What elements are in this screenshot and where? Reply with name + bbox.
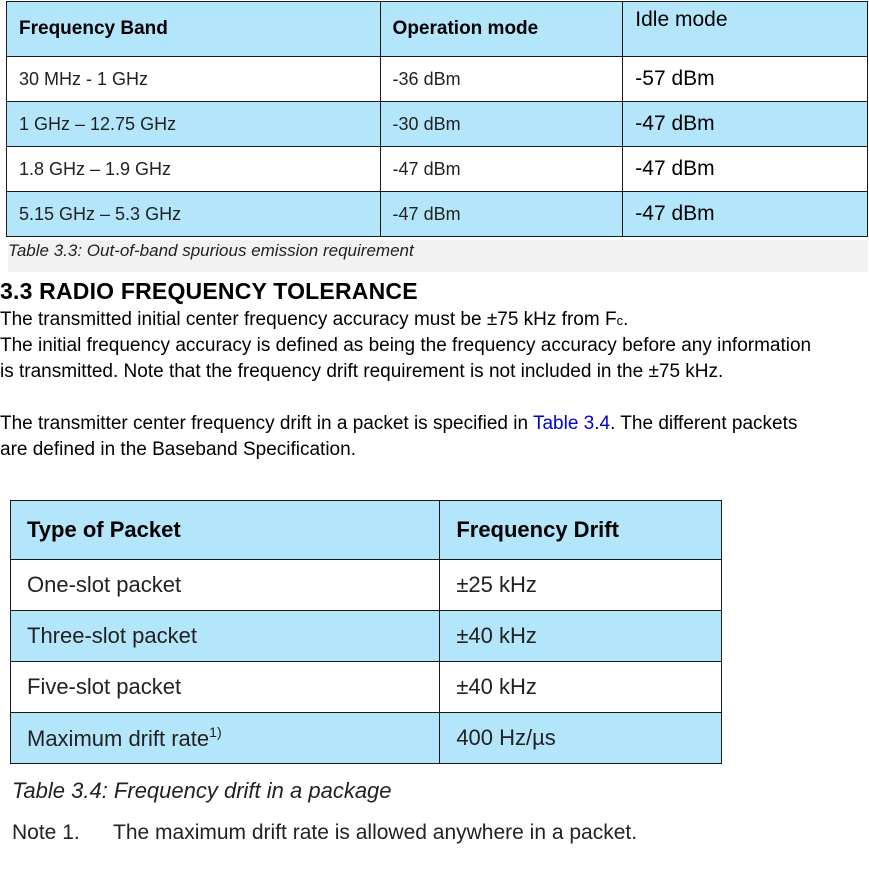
table-reference-link[interactable]: Table 3.4 [532, 413, 611, 434]
subscript-text: c [616, 313, 624, 328]
table-cell: -57 dBm [623, 57, 868, 102]
table-cell: -47 dBm [623, 192, 868, 237]
table-cell: -47 dBm [380, 192, 623, 237]
table-row [7, 102, 868, 147]
table-cell [11, 713, 440, 764]
table-cell: 400 Hz/µs [440, 713, 722, 764]
column-header: Idle mode [623, 2, 868, 57]
table-cell: 1 GHz – 12.75 GHz [7, 102, 381, 147]
column-header: Frequency Drift [440, 501, 722, 560]
table-cell: Three-slot packet [11, 611, 440, 662]
table-header-row [11, 501, 722, 560]
table-cell: 5.15 GHz – 5.3 GHz [7, 192, 381, 237]
paragraph-text: The transmitted initial center frequency accuracy must be ±75 kHz from F [0, 309, 617, 330]
table-cell: -47 dBm [380, 147, 623, 192]
table-row [11, 713, 722, 764]
table-cell: -36 dBm [380, 57, 623, 102]
section-heading: 3.3 RADIO FREQUENCY TOLERANCE [0, 278, 418, 304]
table-cell: ±40 kHz [440, 662, 722, 713]
table-cell: One-slot packet [11, 560, 440, 611]
table-row [7, 192, 868, 237]
table-row [11, 611, 722, 662]
paragraph [0, 411, 820, 463]
table-cell: Five-slot packet [11, 662, 440, 713]
table-caption: Table 3.4: Frequency drift in a package [12, 778, 392, 803]
table-frequency-drift [10, 500, 722, 764]
table-out-of-band-emission [6, 1, 868, 237]
table-cell: -47 dBm [623, 147, 868, 192]
paragraph-text: . [623, 309, 629, 330]
table-row [7, 147, 868, 192]
column-header: Operation mode [380, 2, 623, 57]
cell-text: Maximum drift rate [27, 726, 210, 751]
column-header: Frequency Band [7, 2, 381, 57]
table-header-row [7, 2, 868, 57]
table-caption: Table 3.3: Out-of-band spurious emission requirement [8, 240, 868, 272]
table-cell: ±40 kHz [440, 611, 722, 662]
paragraph-text: . The different packets are defined in the Baseband Specification. [0, 413, 798, 460]
footnote-label: Note 1. [12, 821, 80, 844]
footnote-marker: 1) [209, 724, 222, 740]
footnote-text: The maximum drift rate is allowed anywhere in a packet. [113, 821, 638, 844]
table-cell: 1.8 GHz – 1.9 GHz [7, 147, 381, 192]
table-row [7, 57, 868, 102]
table-row [11, 560, 722, 611]
table-cell: -30 dBm [380, 102, 623, 147]
paragraph [0, 307, 860, 334]
table-row [11, 662, 722, 713]
table-cell: -47 dBm [623, 102, 868, 147]
column-header: Type of Packet [11, 501, 440, 560]
table-cell: ±25 kHz [440, 560, 722, 611]
paragraph: The initial frequency accuracy is defined as being the frequency accuracy before any information is transmitted. Note that the frequency drift requirement is not included in the ±75 kHz. [0, 335, 812, 382]
table-cell: 30 MHz - 1 GHz [7, 57, 381, 102]
paragraph-text: The transmitter center frequency drift in a packet is specified in [0, 413, 533, 434]
